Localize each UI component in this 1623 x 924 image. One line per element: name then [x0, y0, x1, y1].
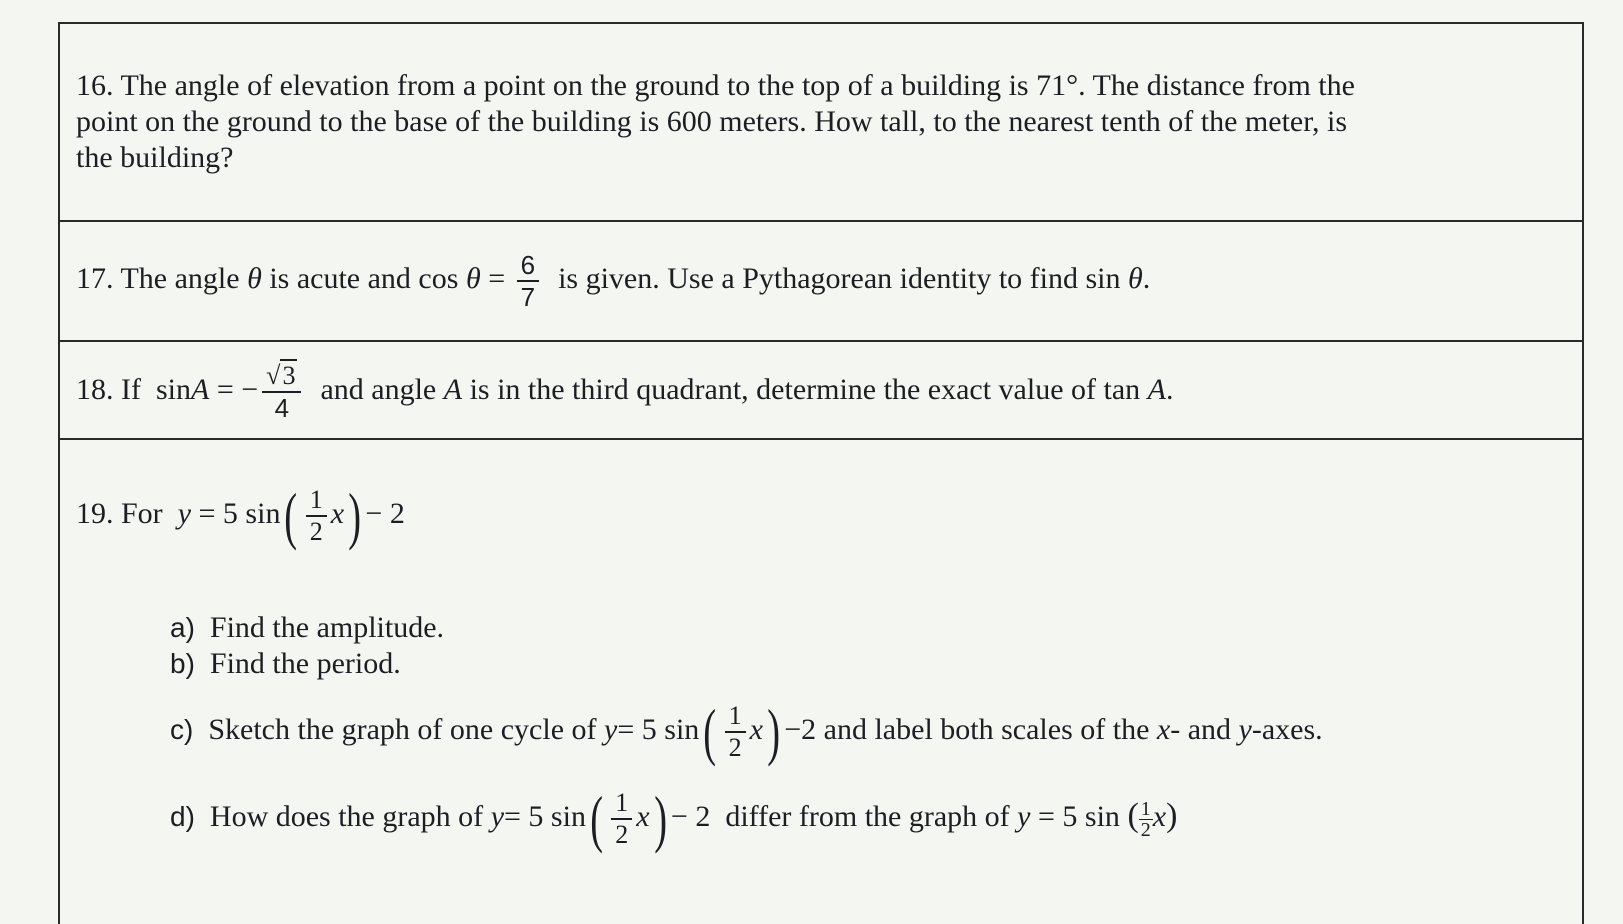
- worksheet: [58, 22, 1584, 924]
- q19-part-d: d) How does the graph of y= 5 sin( $\frac{1}{2}$ x) − 2 differ from the graph of y = 5 sin ( $\frac{1}{2}$ x): [170, 783, 1178, 855]
- q17-fraction: $\frac{6}{7}$: [517, 250, 539, 312]
- q16-line1: 16. The angle of elevation from a point on the ground to the top of a building is 71°. The distance from the: [76, 69, 1355, 102]
- q16-line2: point on the ground to the base of the building is 600 meters. How tall, to the nearest tenth of the meter, is: [76, 105, 1348, 138]
- q17-text: 17. The angle θ is acute and cos θ = $\frac{6}{7}$ is given. Use a Pythagorean identity to find sin θ.: [76, 250, 1151, 313]
- question-19: [60, 440, 1582, 924]
- q19-part-c: c) Sketch the graph of one cycle of y= 5 sin( $\frac{1}{2}$ x) −2 and label both scales of the x- and y-axes.: [170, 696, 1323, 768]
- question-17: [60, 222, 1582, 342]
- q18-fraction: $\frac{√3}{4}$: [262, 361, 301, 423]
- q19-part-b: b) Find the period.: [170, 647, 401, 680]
- question-16: [60, 24, 1582, 222]
- q19-part-a: a) Find the amplitude.: [170, 611, 445, 644]
- q18-text: 18. If sinA = − $\frac{√3}{4}$ and angle A is in the third quadrant, determine the exact value of tan A.: [76, 361, 1174, 424]
- question-18: [60, 342, 1582, 440]
- q16-line3: the building?: [76, 141, 234, 174]
- q19-header: 19. For y = 5 sin( $\frac{1}{2}$ x) − 2: [76, 480, 405, 552]
